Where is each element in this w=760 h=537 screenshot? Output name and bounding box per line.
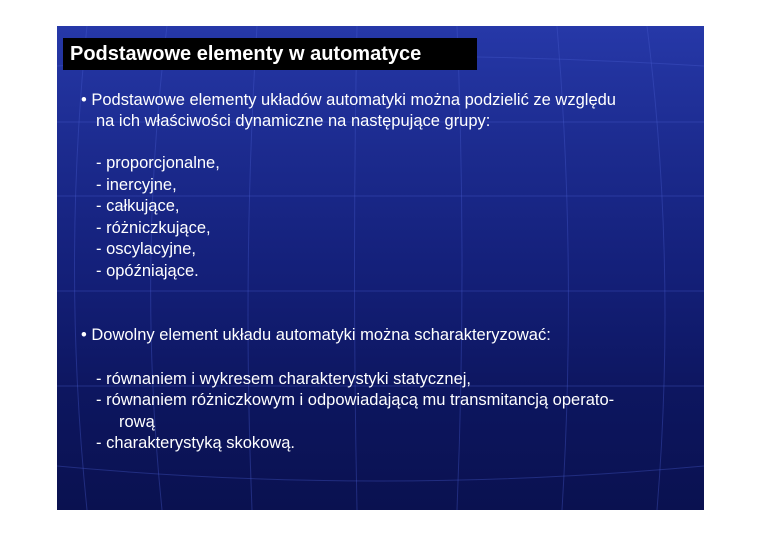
- group-item: - oscylacyjne,: [96, 240, 196, 258]
- characterization-item-continuation: rową: [119, 413, 155, 431]
- characterization-item: - charakterystyką skokową.: [96, 434, 295, 452]
- group-item: - inercyjne,: [96, 176, 177, 194]
- characterization-item: - równaniem i wykresem charakterystyki statycznej,: [96, 370, 472, 388]
- group-item: - proporcjonalne,: [96, 154, 220, 172]
- characterization-item: - równaniem różniczkowym i odpowiadającą mu transmitancją operato-: [96, 391, 615, 409]
- section1-intro-line2: na ich właściwości dynamiczne na następujące grupy:: [96, 112, 491, 130]
- slide: [57, 26, 704, 510]
- group-item: - różniczkujące,: [96, 219, 211, 237]
- slide-body: [57, 26, 704, 510]
- section2-intro: • Dowolny element układu automatyki można scharakteryzować:: [81, 326, 551, 344]
- section1-intro-line1: • Podstawowe elementy układów automatyki można podzielić ze względu: [81, 91, 616, 109]
- slide-title: Podstawowe elementy w automatyce: [70, 43, 422, 65]
- group-item: - opóźniające.: [96, 262, 199, 280]
- group-item: - całkujące,: [96, 197, 180, 215]
